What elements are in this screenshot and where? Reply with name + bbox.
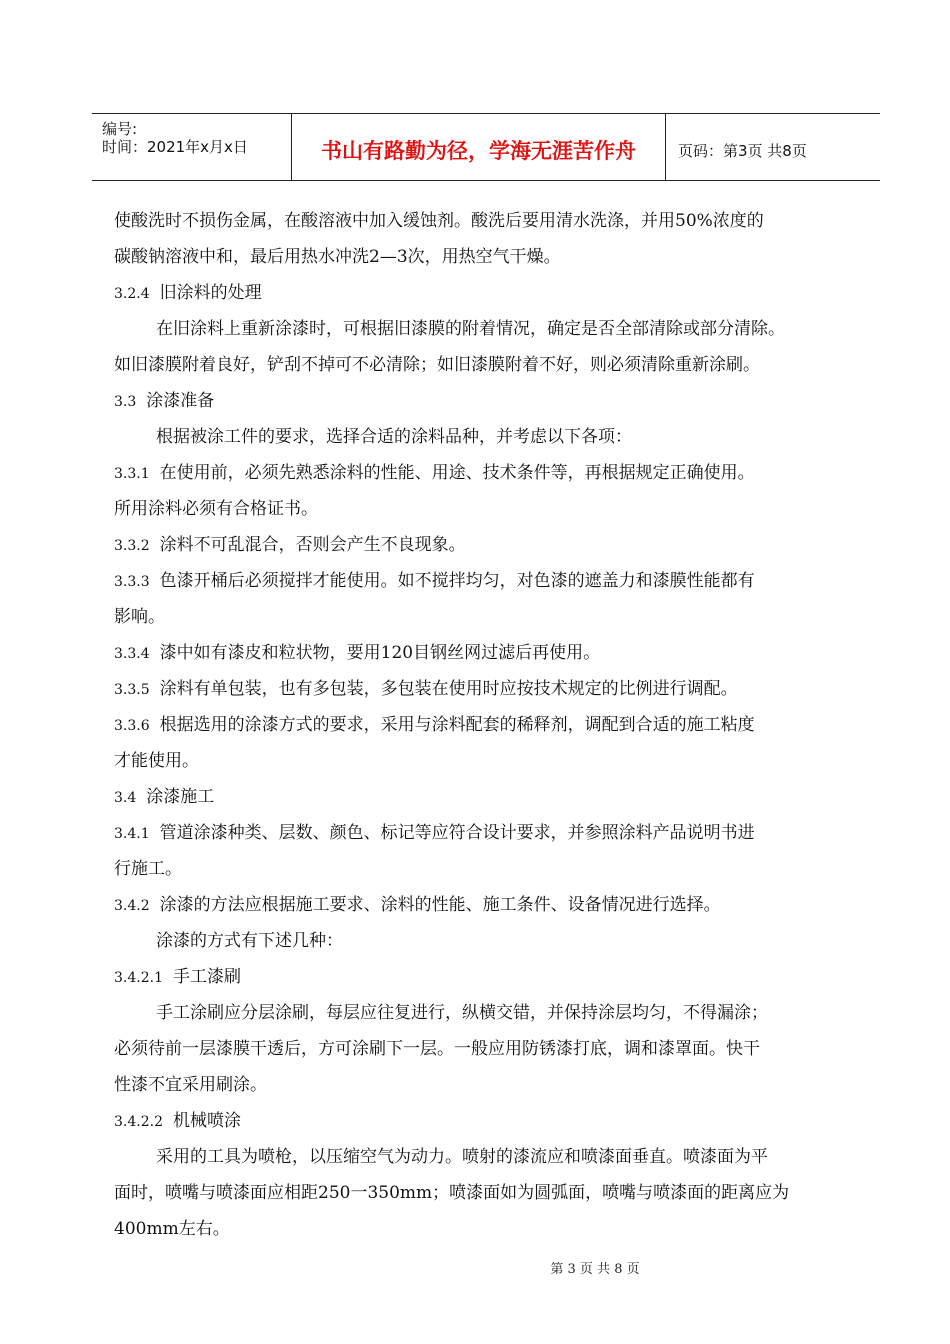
line-text: 涂漆准备 <box>146 391 215 411</box>
paragraph-line <box>114 1031 870 1067</box>
line-text: 根据被涂工件的要求，选择合适的涂料品种，并考虑以下各项： <box>156 427 632 447</box>
section-heading-line <box>114 959 870 995</box>
line-text: 面时，喷嘴与喷漆面应相距250一350mm；喷漆面如为圆弧面，喷嘴与喷漆面的距离应为 <box>114 1183 790 1203</box>
footer-page-number: 第 3 页 共 8 页 <box>550 1262 640 1277</box>
section-number: 3.4.1 <box>114 826 150 842</box>
section-number: 3.3.3 <box>114 574 150 590</box>
page-footer <box>0 1258 950 1277</box>
section-number: 3.3.6 <box>114 718 150 734</box>
line-text: 手工涂刷应分层涂刷，每层应往复进行，纵横交错，并保持涂层均匀，不得漏涂； <box>156 1003 768 1023</box>
line-text: 涂料有单包装，也有多包装，多包装在使用时应按技术规定的比例进行调配。 <box>159 679 738 699</box>
section-heading-line <box>114 635 870 671</box>
line-text: 根据选用的涂漆方式的要求，采用与涂料配套的稀释剂，调配到合适的施工粘度 <box>159 715 755 735</box>
line-text: 行施工。 <box>114 859 182 879</box>
line-text: 涂漆施工 <box>146 787 215 807</box>
section-number: 3.4.2.2 <box>114 1114 163 1130</box>
line-text: 在使用前，必须先熟悉涂料的性能、用途、技术条件等，再根据规定正确使用。 <box>159 463 755 483</box>
paragraph-line <box>114 239 870 275</box>
line-text: 机械喷涂 <box>172 1111 241 1131</box>
header-page-info: 页码：第3页 共8页 <box>678 141 807 160</box>
line-text: 性漆不宜采用刷涂。 <box>114 1075 267 1095</box>
section-heading-line <box>114 1103 870 1139</box>
line-text: 涂漆的方式有下述几种： <box>156 931 343 951</box>
line-text: 漆中如有漆皮和粒状物，要用120目钢丝网过滤后再使用。 <box>159 643 601 663</box>
line-text: 才能使用。 <box>114 751 199 771</box>
document-header <box>92 113 880 181</box>
paragraph-line <box>114 923 870 959</box>
paragraph-line <box>114 851 870 887</box>
section-heading-line <box>114 527 870 563</box>
paragraph-line <box>114 1175 870 1211</box>
document-number-label: 编号: <box>102 120 138 138</box>
paragraph-line <box>114 1067 870 1103</box>
section-number: 3.3 <box>114 394 137 410</box>
line-text: 涂料不可乱混合，否则会产生不良现象。 <box>159 535 466 555</box>
line-text: 旧涂料的处理 <box>159 283 262 303</box>
line-text: 400mm左右。 <box>114 1219 230 1239</box>
section-heading-line <box>114 779 870 815</box>
line-text: 色漆开桶后必须搅拌才能使用。如不搅拌均匀，对色漆的遮盖力和漆膜性能都有 <box>159 571 755 591</box>
line-text: 涂漆的方法应根据施工要求、涂料的性能、施工条件、设备情况进行选择。 <box>159 895 721 915</box>
section-number: 3.3.5 <box>114 682 150 698</box>
paragraph-line <box>114 203 870 239</box>
section-number: 3.3.1 <box>114 466 150 482</box>
line-text: 手工漆刷 <box>172 967 241 987</box>
line-text: 采用的工具为喷枪，以压缩空气为动力。喷射的漆流应和喷漆面垂直。喷漆面为平 <box>156 1147 768 1167</box>
section-number: 3.2.4 <box>114 286 150 302</box>
line-text: 在旧涂料上重新涂漆时，可根据旧漆膜的附着情况，确定是否全部清除或部分清除。 <box>156 319 785 339</box>
section-heading-line <box>114 887 870 923</box>
section-number: 3.4.2 <box>114 898 150 914</box>
line-text: 必须待前一层漆膜干透后，方可涂刷下一层。一般应用防锈漆打底，调和漆罩面。快干 <box>114 1039 760 1059</box>
paragraph-line <box>114 995 870 1031</box>
section-number: 3.3.4 <box>114 646 150 662</box>
section-heading-line <box>114 455 870 491</box>
section-number: 3.4 <box>114 790 137 806</box>
paragraph-line <box>114 491 870 527</box>
paragraph-line <box>114 419 870 455</box>
line-text: 管道涂漆种类、层数、颜色、标记等应符合设计要求，并参照涂料产品说明书进 <box>159 823 755 843</box>
paragraph-line <box>114 1139 870 1175</box>
section-heading-line <box>114 815 870 851</box>
paragraph-line <box>114 1211 870 1247</box>
paragraph-line <box>114 311 870 347</box>
section-number: 3.4.2.1 <box>114 970 163 986</box>
section-heading-line <box>114 383 870 419</box>
line-text: 影响。 <box>114 607 165 627</box>
line-text: 所用涂料必须有合格证书。 <box>114 499 318 519</box>
section-heading-line <box>114 671 870 707</box>
section-heading-line <box>114 563 870 599</box>
paragraph-line <box>114 347 870 383</box>
header-meta-cell <box>92 114 292 180</box>
document-body <box>114 203 870 1247</box>
paragraph-line <box>114 743 870 779</box>
section-heading-line <box>114 707 870 743</box>
line-text: 如旧漆膜附着良好，铲刮不掉可不必清除；如旧漆膜附着不好，则必须清除重新涂刷。 <box>114 355 760 375</box>
document-time-label: 时间：2021年x月x日 <box>102 138 248 156</box>
header-motto: 书山有路勤为径，学海无涯苦作舟 <box>292 114 666 180</box>
section-number: 3.3.2 <box>114 538 150 554</box>
line-text: 碳酸钠溶液中和，最后用热水冲洗2—3次，用热空气干燥。 <box>114 247 561 267</box>
section-heading-line <box>114 275 870 311</box>
paragraph-line <box>114 599 870 635</box>
line-text: 使酸洗时不损伤金属，在酸溶液中加入缓蚀剂。酸洗后要用清水洗涤，并用50%浓度的 <box>114 211 764 231</box>
